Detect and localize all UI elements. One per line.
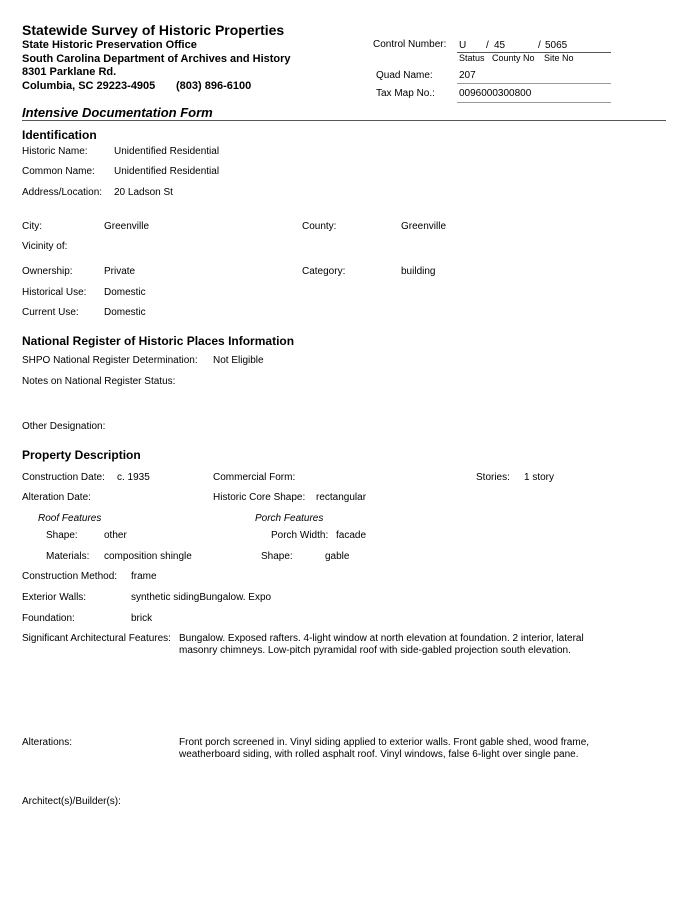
historical-use-label: Historical Use: (22, 287, 87, 298)
construction-date-label: Construction Date: (22, 472, 105, 483)
exterior-walls-label: Exterior Walls: (22, 592, 87, 603)
identification-heading: Identification (22, 128, 97, 142)
office-name: State Historic Preservation Office (22, 39, 197, 51)
construction-method-label: Construction Method: (22, 571, 118, 582)
county-label: County: (302, 221, 337, 232)
ownership-label: Ownership: (22, 266, 73, 277)
core-shape-label: Historic Core Shape: (213, 492, 306, 503)
historic-name-label: Historic Name: (22, 146, 88, 157)
other-designation-label: Other Designation: (22, 421, 106, 432)
street-address: 8301 Parklane Rd. (22, 66, 117, 78)
common-name-label: Common Name: (22, 166, 95, 177)
control-county-no: 45 (494, 40, 506, 51)
materials-label: Materials: (46, 551, 90, 562)
ownership-value: Private (104, 266, 136, 277)
quad-name-value: 207 (459, 70, 476, 81)
current-use-label: Current Use: (22, 307, 79, 318)
porch-width-label: Porch Width: (271, 530, 329, 541)
tax-map-value: 0096000300800 (459, 88, 532, 99)
porch-shape-value: gable (325, 551, 350, 562)
architect-builder-label: Architect(s)/Builder(s): (22, 796, 121, 807)
county-value: Greenville (401, 221, 447, 232)
control-site-no: 5065 (545, 40, 568, 51)
porch-shape-label: Shape: (261, 551, 293, 562)
tax-map-label: Tax Map No.: (376, 88, 435, 99)
city-value: Greenville (104, 221, 150, 232)
foundation-label: Foundation: (22, 613, 75, 624)
historical-use-value: Domestic (104, 287, 146, 298)
status-caption: Status (459, 53, 485, 63)
foundation-value: brick (131, 613, 153, 624)
category-value: building (401, 266, 436, 277)
control-number-label: Control Number: (373, 39, 447, 50)
common-name-value: Unidentified Residential (114, 166, 220, 177)
quad-name-underline (457, 83, 611, 84)
stories-value: 1 story (524, 472, 555, 483)
address-value: 20 Ladson St (114, 187, 173, 198)
porch-features-label: Porch Features (255, 513, 324, 524)
commercial-form-label: Commercial Form: (213, 472, 296, 483)
nr-notes-label: Notes on National Register Status: (22, 376, 176, 387)
address-label: Address/Location: (22, 187, 103, 198)
alterations-label: Alterations: (22, 737, 73, 748)
county-no-caption: County No (492, 53, 535, 63)
materials-value: composition shingle (104, 551, 192, 562)
shpo-determination-label: SHPO National Register Determination: (22, 355, 198, 366)
phone-number: (803) 896-6100 (176, 80, 252, 92)
roof-shape-label: Shape: (46, 530, 78, 541)
city-label: City: (22, 221, 42, 232)
shpo-determination-value: Not Eligible (213, 355, 264, 366)
tax-map-underline (457, 102, 611, 103)
current-use-value: Domestic (104, 307, 146, 318)
department-name: South Carolina Department of Archives and History (22, 53, 291, 65)
stories-label: Stories: (476, 472, 510, 483)
control-status: U (459, 40, 467, 51)
form-title: Intensive Documentation Form (22, 105, 213, 120)
site-no-caption: Site No (544, 53, 574, 63)
historic-name-value: Unidentified Residential (114, 146, 220, 157)
control-sep-1: / (486, 40, 489, 51)
quad-name-label: Quad Name: (376, 70, 433, 81)
control-sep-2: / (538, 40, 541, 51)
roof-features-label: Roof Features (38, 513, 102, 524)
alterations-value: Front porch screened in. Vinyl siding applied to exterior walls. Front gable shed, wood frame, weatherboard siding, with rolled asphalt roof. Vinyl windows, false 6-light over single pane. (179, 737, 590, 760)
exterior-walls-value: synthetic sidingBungalow. Expo (131, 592, 272, 603)
national-register-heading: National Register of Historic Places Information (22, 334, 295, 348)
category-label: Category: (302, 266, 346, 277)
porch-width-value: facade (336, 530, 367, 541)
significant-features-label: Significant Architectural Features: (22, 633, 171, 644)
property-description-heading: Property Description (22, 448, 141, 462)
construction-date-value: c. 1935 (117, 472, 150, 483)
core-shape-value: rectangular (316, 492, 367, 503)
construction-method-value: frame (131, 571, 157, 582)
roof-shape-value: other (104, 530, 127, 541)
vicinity-label: Vicinity of: (22, 241, 68, 252)
city-state-zip: Columbia, SC 29223-4905 (22, 80, 156, 92)
title-rule (22, 120, 666, 121)
alteration-date-label: Alteration Date: (22, 492, 91, 503)
significant-features-value: Bungalow. Exposed rafters. 4-light window at north elevation at foundation. 2 interior, lateral masonry chimneys. Low-pitch pyramidal roof with side-gabled projection south elevation. (179, 633, 584, 656)
survey-title: Statewide Survey of Historic Properties (22, 22, 285, 38)
